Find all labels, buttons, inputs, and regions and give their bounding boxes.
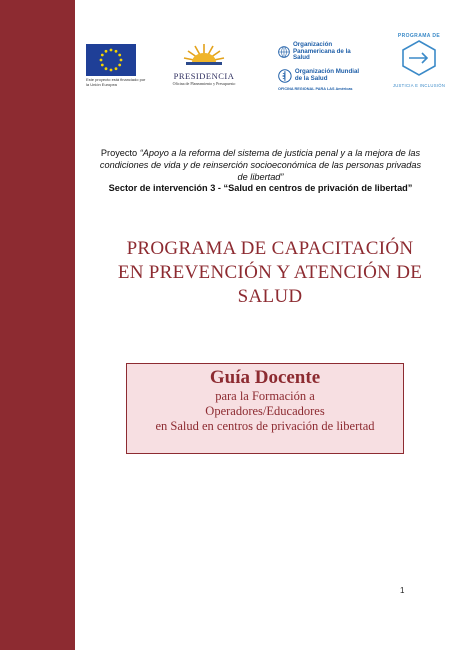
eu-flag-icon — [86, 44, 136, 76]
justicia-inclusion-logo — [388, 33, 450, 88]
guide-line-1: para la Formación a — [215, 389, 315, 403]
main-title-line-3: SALUD — [237, 286, 303, 307]
main-title-line-1: PROGRAMA DE CAPACITACIÓN — [126, 238, 414, 259]
ops-name: Organización Panamericana de la Salud — [292, 41, 351, 62]
oms-name: Organización Mundial de la Salud — [294, 68, 360, 82]
ops-region: OFICINA REGIONAL PARA LAS Américas — [278, 87, 353, 91]
eu-logo — [86, 44, 146, 87]
presidencia-logo — [170, 42, 238, 86]
project-description — [97, 147, 424, 183]
guide-box — [126, 363, 404, 454]
pji-top-text: PROGRAMA DE — [397, 33, 441, 39]
sector-line: Sector de intervención 3 - “Salud en centros de privación de libertad” — [108, 183, 413, 193]
project-lead: Proyecto — [100, 148, 140, 158]
ops-globe-icon — [278, 42, 290, 62]
main-title — [110, 237, 430, 309]
presidencia-title: PRESIDENCIA — [173, 71, 235, 81]
ops-oms-logo — [278, 42, 363, 91]
presidencia-subtitle: Oficina de Planeamiento y Presupuesto — [172, 81, 236, 86]
sun-emblem-icon — [182, 42, 226, 66]
pji-bottom-text: JUSTICIA E INCLUSIÓN — [392, 83, 446, 88]
left-accent-bar — [0, 0, 75, 650]
guide-line-3: en Salud en centros de privación de libertad — [155, 419, 375, 433]
main-title-line-2: EN PREVENCIÓN Y ATENCIÓN DE — [117, 262, 423, 283]
guide-line-2: Operadores/Educadores — [205, 404, 325, 418]
page-number: 1 — [400, 586, 405, 595]
arrow-door-icon — [399, 39, 439, 77]
project-quote: “Apoyo a la reforma del sistema de justicia penal y a la mejora de las condiciones de vida y de reinserción socioeconómica de las personas privadas de libertad” — [99, 148, 422, 182]
guide-title: Guía Docente — [209, 367, 321, 388]
eu-caption: Este proyecto está financiado por la Unión Europea — [86, 77, 146, 87]
oms-emblem-icon — [278, 66, 292, 86]
